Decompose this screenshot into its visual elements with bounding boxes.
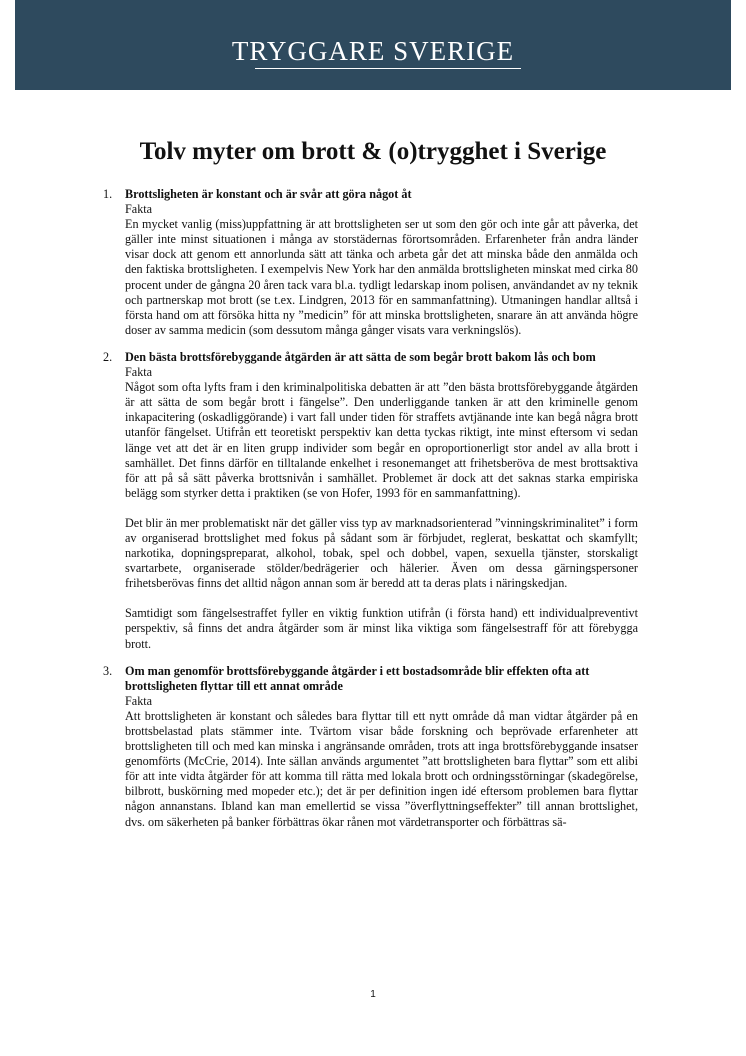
item-paragraph: Samtidigt som fängelsestraffet fyller en viktig funktion utifrån (i första hand) ett individualpreventivt perspektiv, så finns det andra åtgärder som är minst lika viktiga som fängelsestraff för att förebygga brott. (125, 606, 638, 651)
item-number: 1. (103, 187, 113, 201)
item-label: Fakta (125, 693, 153, 708)
brand-title: TRYGGARE SVERIGE (231, 36, 515, 66)
myth-list (103, 187, 638, 842)
brand-underline (255, 68, 521, 69)
list-item (103, 350, 638, 652)
item-paragraph: En mycket vanlig (miss)uppfattning är att brottsligheten ser ut som den gör och inte går att påverka, det gäller inte minst situationen i många av storstädernas förortsområden. Erfarenheter från andra länder visar dock att genom ett annorlunda sätt att tänka och arbeta går det att minska både den anmälda och den faktiska brottsligheten. I exempelvis New York har den anmälda brottsligheten minskat med cirka 80 procent under de gångna 20 åren tack vara bl.a. tydligt ledarskap inom polisen, användandet av ny teknik och partnerskap mot brott (se t.ex. Lindgren, 2013 för en sammanfattning). Utmaningen handlar alltså i första hand om att försöka hitta ny ”medicin” för att minska brottsligheten, snarare än att använda högre doser av samma medicin (som dessutom många gånger visats vara verkningslös). (125, 217, 638, 337)
header-banner (15, 0, 731, 90)
document-title: Tolv myter om brott & (o)trygghet i Sverige (139, 138, 607, 165)
list-item (103, 664, 638, 830)
item-label: Fakta (125, 202, 153, 217)
page-number: 1 (370, 989, 376, 1000)
list-item (103, 187, 638, 338)
item-heading: Om man genomför brottsförebyggande åtgärder i ett bostadsområde blir effekten ofta att brottsligheten flyttar till ett annat område (125, 663, 590, 693)
item-heading: Den bästa brottsförebyggande åtgärden är att sätta de som begår brott bakom lås och bom (125, 349, 596, 364)
item-paragraph: Det blir än mer problematiskt när det gäller viss typ av marknadsorienterad ”vinningskriminalitet” i form av organiserad brottslighet med fokus på sådant som är förbjudet, reglerat, beskattat och skamfyllt; narkotika, dopningspreparat, alkohol, tobak, spel och dobbel, vapen, sexuella tjänster, storskaligt svartarbete, organiserade stölder/bedrägerier och hälerier. Även om dessa gärningspersoner frihetsberövas finns det alltid någon annan som är beredd att ta deras plats i näringskedjan. (125, 515, 638, 591)
item-paragraph: Att brottsligheten är konstant och således bara flyttar till ett nytt område då man vidtar åtgärder på en brottsbelastad plats stämmer inte. Tvärtom visar både forskning och beprövade erfarenheter att brottsligheten till och med kan minska i angränsande områden, trots att inga brottsförebyggande insatser genomförts (McCrie, 2014). Inte sällan används argumentet ”att brottsligheten bara flyttar” som ett alibi för att inte vidta åtgärder för att komma till rätta med lokala brott och ordningsstörningar (skadegörelse, bilbrott, buskörning med mopeder etc.); det är per definition ingen idé eftersom problemen bara flyttar någon annanstans. Ibland kan man emellertid se vissa ”överflyttningseffekter” till annan brottslighet, dvs. om säkerheten på banker förbättras ökar rånen mot värdetransporter och förbättras sä- (125, 708, 638, 829)
item-label: Fakta (125, 365, 153, 380)
item-number: 3. (103, 663, 113, 678)
item-heading: Brottsligheten är konstant och är svår att göra något åt (125, 187, 412, 201)
item-number: 2. (103, 349, 113, 364)
item-paragraph: Något som ofta lyfts fram i den kriminalpolitiska debatten är att ”den bästa brottsförebyggande åtgärden är att sätta de som begår brott i fängelse”. Den underliggande tanken är att den kriminelle genom inkapacitering (oskadliggörande) i vart fall under tiden för straffets avtjänande inte kan begå några brott utanför fängelset. Utifrån ett teoretiskt perspektiv kan detta tyckas riktigt, inte minst eftersom vi sedan länge vet att det är en liten grupp individer som begår en oproportionerligt stor andel av alla brott i samhället. Det finns därför en tilltalande enkelhet i resonemanget att frihetsberöva de mest brottsaktiva för att på så sätt påverka brottsnivån i samhället. Problemet är dock att det saknas starka empiriska belägg som styrker detta i praktiken (se von Hofer, 1993 för en sammanfattning). (125, 380, 638, 500)
